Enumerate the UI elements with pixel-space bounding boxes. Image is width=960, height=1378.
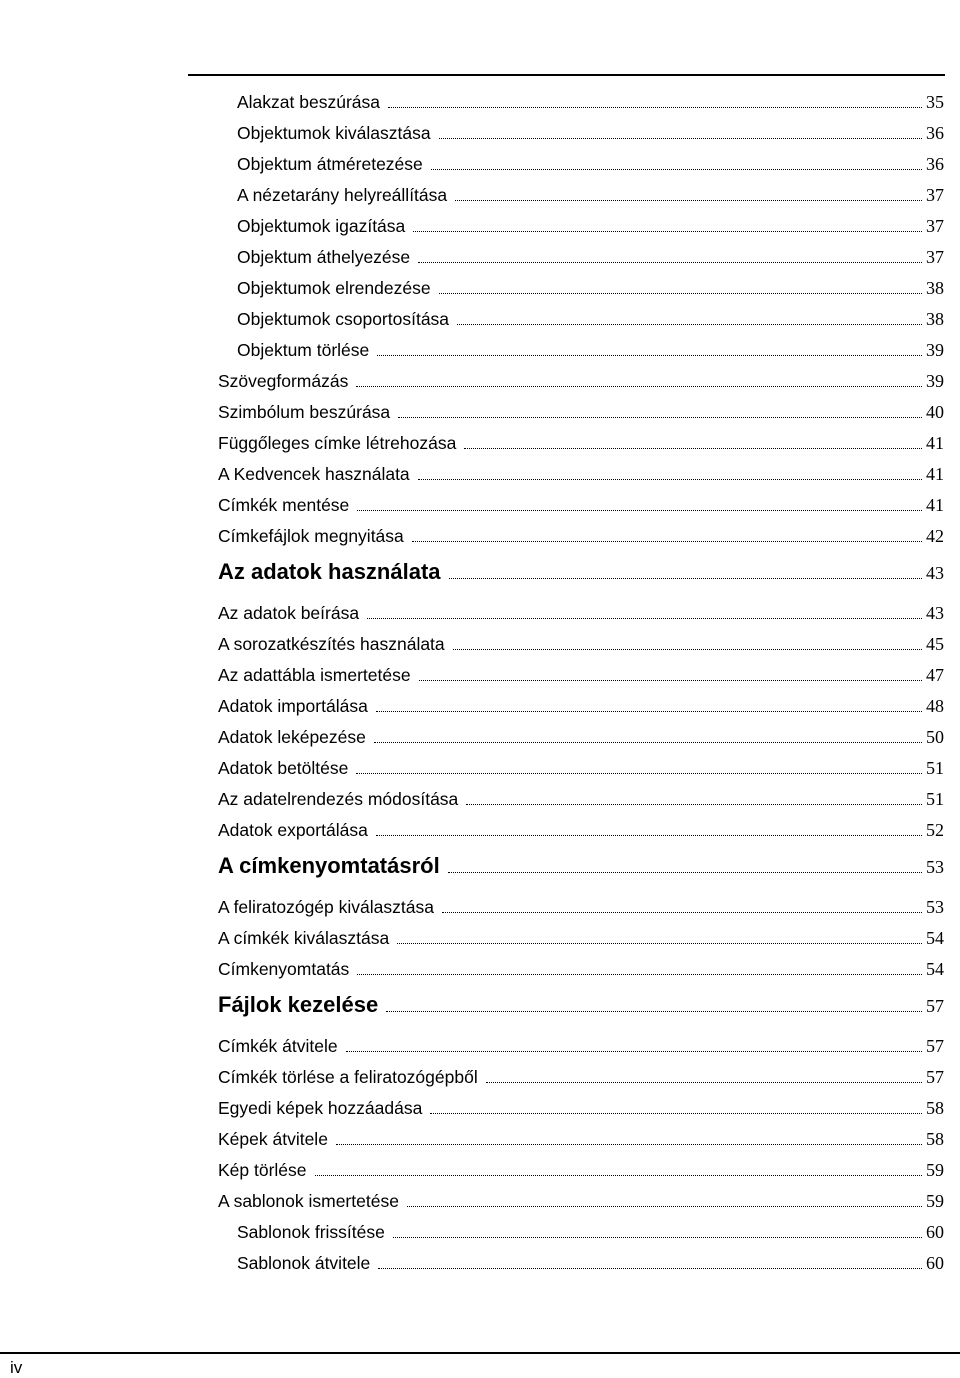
toc-entry-page: 52 [926,820,944,840]
toc-entry[interactable] [218,490,944,516]
toc-dot-leader [376,711,922,712]
toc-entry-page: 54 [926,928,944,948]
toc-entry-page: 37 [926,216,944,236]
toc-entry[interactable] [218,521,944,547]
toc-entry-page: 40 [926,402,944,422]
toc-entry[interactable] [218,1031,944,1057]
toc-entry-title: A nézetarány helyreállítása [237,185,448,205]
toc-entry[interactable] [237,335,944,361]
toc-dot-leader [419,680,922,681]
toc-entry[interactable] [218,660,944,686]
toc-entry-title: A Kedvencek használata [218,464,410,484]
toc-dot-leader [453,649,922,650]
toc-entry-page: 50 [926,727,944,747]
toc-dot-leader [398,417,922,418]
toc-entry-page: 41 [926,495,944,515]
toc-entry-title: Címkék mentése [218,495,350,515]
toc-entry[interactable] [218,753,944,779]
toc-entry-page: 51 [926,789,944,809]
toc-entry-title: Objektum áthelyezése [237,247,411,267]
toc-entry-title: Sablonok átvitele [237,1253,371,1273]
toc-entry-title: A címkék kiválasztása [218,928,390,948]
toc-entry-title: Objektumok csoportosítása [237,309,450,329]
toc-dot-leader [336,1144,922,1145]
toc-dot-leader [374,742,922,743]
toc-entry-page: 60 [926,1222,944,1242]
toc-entry-title: Alakzat beszúrása [237,92,380,112]
toc-dot-leader [386,1011,922,1012]
toc-entry-page: 60 [926,1253,944,1273]
toc-entry-title: A címkenyomtatásról [218,853,440,878]
toc-dot-leader [412,541,922,542]
toc-entry-title: Objektumok elrendezése [237,278,431,298]
toc-entry-title: Címkék átvitele [218,1036,338,1056]
header-rule [188,74,945,76]
toc-dot-leader [439,293,922,294]
toc-dot-leader [377,355,922,356]
toc-dot-leader [357,974,922,975]
toc-entry-title: Címkék törlése a feliratozógépből [218,1067,478,1087]
toc-entry[interactable] [218,815,944,841]
toc-entry-title: Szövegformázás [218,371,349,391]
toc-entry-page: 59 [926,1191,944,1211]
toc-entry-page: 37 [926,185,944,205]
toc-entry[interactable] [218,1124,944,1150]
toc-entry-page: 53 [926,857,944,877]
toc-dot-leader [430,1113,922,1114]
toc-entry-title: Objektum törlése [237,340,370,360]
toc-entry-title: Az adatok használata [218,559,441,584]
toc-entry[interactable] [218,366,944,392]
toc-entry-page: 48 [926,696,944,716]
toc-entry[interactable] [218,1155,944,1181]
toc-entry[interactable] [218,892,944,918]
toc-dot-leader [388,107,922,108]
toc-entry[interactable] [237,304,944,330]
toc-dot-leader [376,835,922,836]
toc-entry-page: 47 [926,665,944,685]
toc-entry-page: 38 [926,309,944,329]
toc-entry-title: Függőleges címke létrehozása [218,433,457,453]
toc-dot-leader [448,872,922,873]
toc-entry-title: Címkenyomtatás [218,959,350,979]
toc-entry-page: 41 [926,433,944,453]
toc-entry-title: Az adattábla ismertetése [218,665,411,685]
toc-dot-leader [315,1175,922,1176]
toc-entry[interactable] [218,784,944,810]
toc-entry[interactable] [237,273,944,299]
toc-entry[interactable] [218,1062,944,1088]
toc-dot-leader [449,578,922,579]
toc-entry-page: 39 [926,371,944,391]
toc-entry[interactable] [218,1186,944,1212]
toc-entry[interactable] [237,87,944,113]
toc-entry-title: A feliratozógép kiválasztása [218,897,434,917]
toc-entry-page: 57 [926,996,944,1016]
toc-entry-title: A sorozatkészítés használata [218,634,445,654]
toc-dot-leader [439,138,922,139]
toc-entry-page: 42 [926,526,944,546]
toc-dot-leader [357,510,922,511]
toc-entry-page: 39 [926,340,944,360]
toc-entry-page: 35 [926,92,944,112]
toc-entry-page: 51 [926,758,944,778]
toc-entry-title: Címkefájlok megnyitása [218,526,404,546]
toc-dot-leader [457,324,922,325]
toc-entry[interactable] [218,722,944,748]
toc-entry[interactable] [218,954,944,980]
toc-entry-title: Kép törlése [218,1160,307,1180]
toc-chapter-entry[interactable] [218,554,944,586]
toc-entry[interactable] [218,691,944,717]
toc-dot-leader [486,1082,922,1083]
toc-entry-page: 57 [926,1067,944,1087]
toc-dot-leader [397,943,922,944]
toc-entry[interactable] [237,211,944,237]
toc-entry[interactable] [218,598,944,624]
toc-dot-leader [378,1268,922,1269]
toc-entry-title: Objektum átméretezése [237,154,423,174]
toc-entry-title: Szimbólum beszúrása [218,402,391,422]
toc-entry[interactable] [237,242,944,268]
toc-entry[interactable] [218,923,944,949]
toc-dot-leader [356,386,922,387]
toc-dot-leader [455,200,922,201]
toc-entry-title: Adatok leképezése [218,727,366,747]
toc-entry-title: Képek átvitele [218,1129,328,1149]
toc-entry-page: 57 [926,1036,944,1056]
toc-dot-leader [413,231,922,232]
toc-entry[interactable] [237,1217,944,1243]
toc-entry-title: A sablonok ismertetése [218,1191,399,1211]
toc-dot-leader [418,262,922,263]
toc-entry[interactable] [237,149,944,175]
toc-entry-page: 53 [926,897,944,917]
toc-entry-title: Egyedi képek hozzáadása [218,1098,423,1118]
toc-dot-leader [418,479,922,480]
toc-entry-title: Adatok betöltése [218,758,349,778]
toc-dot-leader [442,912,922,913]
toc-entry-page: 36 [926,123,944,143]
toc-dot-leader [431,169,922,170]
toc-dot-leader [356,773,922,774]
toc-dot-leader [466,804,922,805]
toc-entry[interactable] [218,459,944,485]
toc-entry[interactable] [218,629,944,655]
toc-entry-page: 38 [926,278,944,298]
toc-entry-title: Adatok exportálása [218,820,368,840]
toc-dot-leader [346,1051,922,1052]
toc-entry[interactable] [237,118,944,144]
toc-entry-title: Az adatok beírása [218,603,360,623]
footer-rule [0,1352,960,1354]
toc-chapter-entry[interactable] [218,848,944,880]
toc-entry[interactable] [237,1248,944,1274]
toc-entry-page: 59 [926,1160,944,1180]
toc-entry-page: 41 [926,464,944,484]
toc-entry-page: 58 [926,1129,944,1149]
toc-chapter-entry[interactable] [218,987,944,1019]
toc-dot-leader [464,448,922,449]
toc-dot-leader [393,1237,922,1238]
toc-entry-page: 43 [926,563,944,583]
toc-entry-title: Sablonok frissítése [237,1222,385,1242]
toc-entry-title: Objektumok igazítása [237,216,406,236]
footer-page-number: iv [10,1358,23,1377]
toc-dot-leader [407,1206,922,1207]
toc-entry-title: Adatok importálása [218,696,368,716]
toc-entry[interactable] [218,397,944,423]
toc-entry-page: 36 [926,154,944,174]
toc-entry-page: 58 [926,1098,944,1118]
toc-entry[interactable] [218,428,944,454]
toc-entry-page: 37 [926,247,944,267]
toc-entry-page: 54 [926,959,944,979]
toc-dot-leader [367,618,922,619]
toc-entry-title: Fájlok kezelése [218,992,379,1017]
toc-entry-page: 43 [926,603,944,623]
toc-entry-title: Objektumok kiválasztása [237,123,431,143]
toc-entry-title: Az adatelrendezés módosítása [218,789,459,809]
toc-entry[interactable] [218,1093,944,1119]
toc-entry-page: 45 [926,634,944,654]
toc-entry[interactable] [237,180,944,206]
